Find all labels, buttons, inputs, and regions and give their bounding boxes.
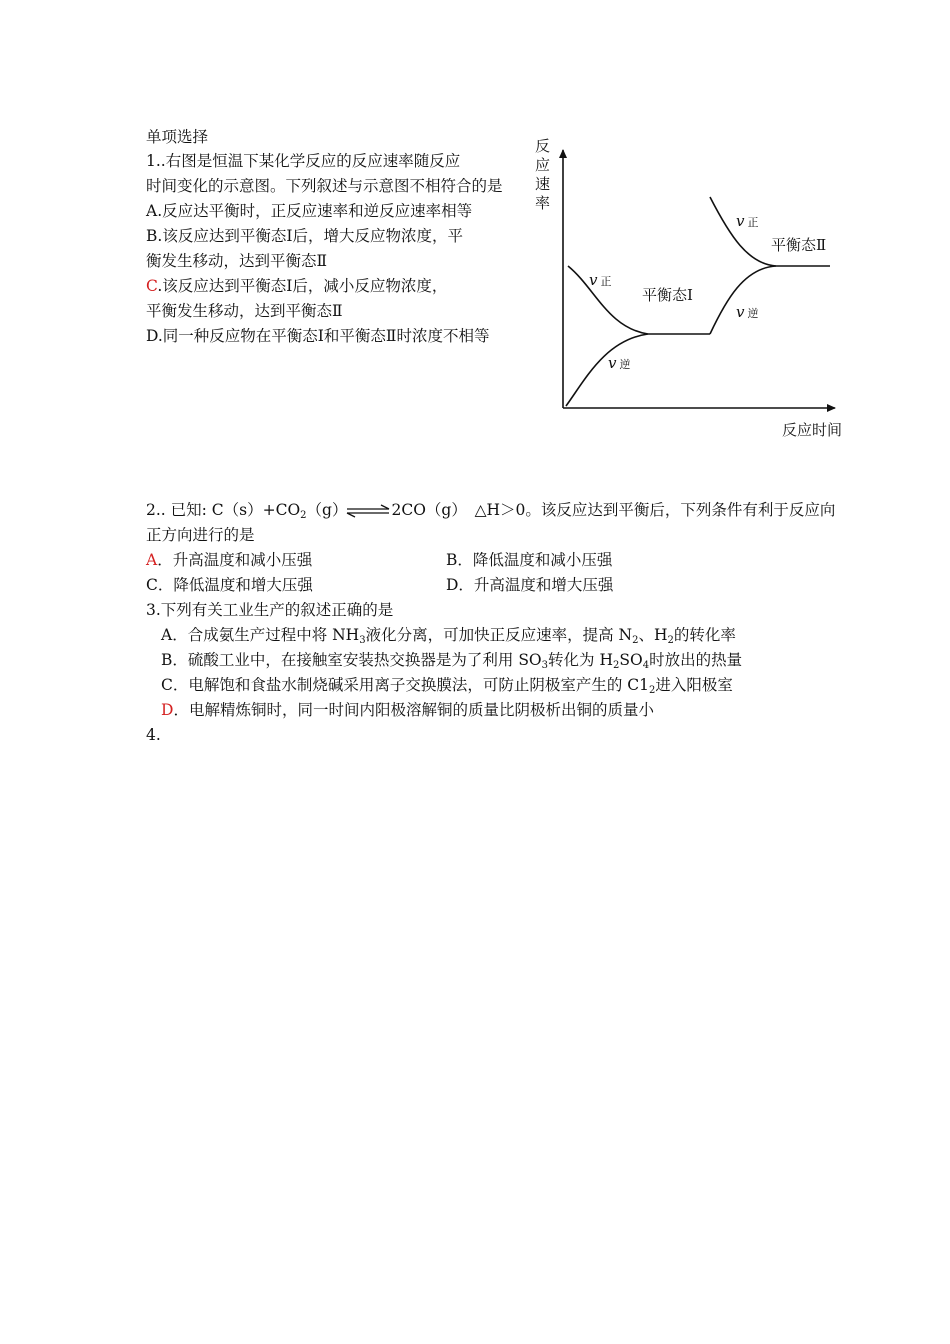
reverse-label-1: v 逆 — [608, 354, 631, 372]
q1-stem-line2: 时间变化的示意图。下列叙述与示意图不相符合的是 — [146, 177, 503, 195]
q1-option-c-line2: 平衡发生移动，达到平衡态Ⅱ — [146, 302, 343, 320]
equilibrium-state-1-label: 平衡态Ⅰ — [642, 286, 693, 304]
q2-stem-part-c: 2CO（g） △H＞0。该反应达到平衡后，下列条件有利于反应向 — [391, 501, 836, 519]
q1-option-b-line1: B.该反应达到平衡态Ⅰ后，增大反应物浓度，平 — [146, 227, 463, 245]
q2-option-b: B．降低温度和减小压强 — [446, 551, 613, 569]
y-axis-label-char-2: 应 — [535, 156, 551, 174]
q2-option-c: C．降低温度和增大压强 — [146, 576, 313, 594]
question-4-stem: 4. — [146, 726, 161, 744]
q2-stem-line2: 正方向进行的是 — [146, 526, 255, 544]
reverse-rate-curve-1 — [566, 334, 648, 406]
section-title: 单项选择 — [146, 128, 209, 146]
q3-option-a: A．合成氨生产过程中将 $NH_3$液化分离，可加快正反应速率，提高 $N_2$、$H_2$的转化率 — [161, 626, 736, 646]
q1-option-b-line2: 衡发生移动，达到平衡态Ⅱ — [146, 252, 328, 270]
rate-time-diagram — [530, 128, 860, 448]
q2-option-a — [146, 550, 312, 570]
q3-option-d — [161, 700, 654, 720]
q3-option-d-letter: D — [161, 701, 174, 719]
reverse-label-2: v 逆 — [736, 303, 759, 321]
q3-option-b: B．硫酸工业中，在接触室安装热交换器是为了利用 $SO_3$转化为 $H_2SO_4$时放出的热量 — [161, 651, 743, 671]
forward-label-1: v 正 — [589, 271, 612, 289]
q3-option-d-text: ．电解精炼铜时，同一时间内阳极溶解铜的质量比阴极析出铜的质量小 — [173, 701, 654, 719]
q2-option-d: D．升高温度和增大压强 — [446, 576, 614, 594]
q1-stem-line1: 1..右图是恒温下某化学反应的反应速率随反应 — [146, 152, 461, 170]
q1-option-c-text: .该反应达到平衡态Ⅰ后，减小反应物浓度， — [157, 277, 448, 295]
x-axis-label: 反应时间 — [782, 421, 843, 439]
q2-stem-part-b: （g） — [306, 501, 348, 519]
q3-stem: 3.下列有关工业生产的叙述正确的是 — [146, 601, 394, 619]
q3-option-c: C．电解饱和食盐水制烧碱采用离子交换膜法，可防止阴极室产生的 $C1_2$进入阳极室 — [161, 676, 733, 696]
q1-option-c-line1 — [146, 276, 447, 296]
reverse-rate-curve-2 — [710, 266, 776, 334]
forward-rate-curve-2 — [710, 197, 776, 266]
q2-stem-part-a: 2.. 已知: C（s）+CO — [146, 501, 301, 519]
y-axis-label-char-4: 率 — [535, 194, 551, 212]
equilibrium-arrow-icon — [345, 504, 391, 518]
q1-option-a: A.反应达平衡时，正反应速率和逆反应速率相等 — [146, 202, 473, 220]
y-axis-label-char-3: 速 — [535, 175, 551, 193]
q2-option-a-text: ．升高温度和减小压强 — [157, 551, 313, 569]
y-axis-label-char-1: 反 — [535, 137, 551, 155]
q2-option-a-letter: A — [146, 551, 158, 569]
q1-option-d: D.同一种反应物在平衡态Ⅰ和平衡态Ⅱ时浓度不相等 — [146, 327, 490, 345]
q1-option-c-letter: C — [146, 277, 158, 295]
forward-label-2: v 正 — [736, 212, 759, 230]
q2-stem-sub: 2 — [300, 510, 307, 521]
q2-stem-line1 — [146, 500, 835, 520]
equilibrium-state-2-label: 平衡态Ⅱ — [771, 236, 827, 254]
